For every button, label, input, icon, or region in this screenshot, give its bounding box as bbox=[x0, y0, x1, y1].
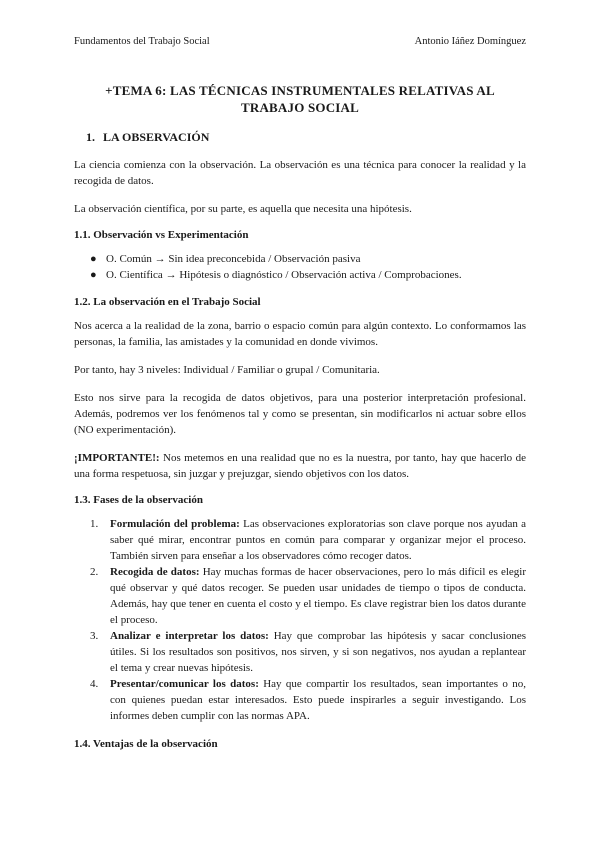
list-number: 3. bbox=[90, 630, 99, 642]
document-title: +TEMA 6: LAS TÉCNICAS INSTRUMENTALES RELATIVAS AL TRABAJO SOCIAL bbox=[105, 83, 495, 115]
subsection-heading: 1.3. Fases de la observación bbox=[74, 494, 203, 506]
important-text: Nos metemos en una realidad que no es la nuestra, por tanto, hay que hacerlo de una forma respetuosa, sin juzgar y prejuzgar, siendo objetivos con los datos. bbox=[74, 452, 526, 480]
subsection-heading: 1.2. La observación en el Trabajo Social bbox=[74, 296, 261, 308]
header-course: Fundamentos del Trabajo Social bbox=[74, 36, 210, 47]
subsection-heading: 1.1. Observación vs Experimentación bbox=[74, 229, 249, 241]
list-item bbox=[74, 676, 526, 724]
bullet-list bbox=[74, 251, 526, 283]
paragraph: Esto nos sirve para la recogida de datos objetivos, para una posterior interpretación profesional. Además, podremos ver los fenómenos tal y como se presentan, sin modificarlos ni actuar sobre ellos (NO experimentación). bbox=[74, 392, 526, 436]
phases-list bbox=[74, 516, 526, 724]
list-item-text: O. Científica → Hipótesis o diagnóstico / Observación activa / Comprobaciones. bbox=[106, 269, 462, 281]
list-item bbox=[74, 251, 526, 267]
phase-title: Analizar e interpretar los datos: bbox=[110, 630, 269, 642]
paragraph: La ciencia comienza con la observación. La observación es una técnica para conocer la realidad y la recogida de datos. bbox=[74, 159, 526, 187]
important-label: ¡IMPORTANTE!: bbox=[74, 452, 160, 464]
bullet-icon: ● bbox=[90, 253, 97, 265]
phase-text: Hay que comprobar las hipótesis y sacar conclusiones útiles. Si los resultados son positivos, nos sirven, y si son negativos, nos ayudan a replantear el tema y crear nuevas hipótesis. bbox=[110, 630, 526, 674]
page-header bbox=[74, 36, 526, 47]
list-item bbox=[74, 628, 526, 676]
list-number: 4. bbox=[90, 678, 99, 690]
list-item bbox=[74, 564, 526, 628]
phase-title: Presentar/comunicar los datos: bbox=[110, 678, 259, 690]
section-heading bbox=[74, 130, 526, 145]
subsection-heading: 1.4. Ventajas de la observación bbox=[74, 738, 218, 750]
list-number: 1. bbox=[90, 518, 99, 530]
phase-title: Recogida de datos: bbox=[110, 566, 200, 578]
header-author: Antonio Iáñez Domínguez bbox=[414, 36, 526, 47]
list-number: 2. bbox=[90, 566, 99, 578]
list-item bbox=[74, 516, 526, 564]
paragraph: La observación científica, por su parte, es aquella que necesita una hipótesis. bbox=[74, 203, 412, 215]
bullet-icon: ● bbox=[90, 269, 97, 281]
phase-title: Formulación del problema: bbox=[110, 518, 240, 530]
list-item-text: O. Común → Sin idea preconcebida / Observación pasiva bbox=[106, 253, 361, 265]
document-body bbox=[74, 82, 526, 760]
paragraph: Por tanto, hay 3 niveles: Individual / Familiar o grupal / Comunitaria. bbox=[74, 364, 380, 376]
phase-text: Hay que compartir los resultados, sean importantes o no, con quienes puedan estar interesados. Esto puede inspirarles a seguir investigando. Los informes deben cumplir con las normas APA. bbox=[110, 678, 526, 722]
section-title: LA OBSERVACIÓN bbox=[103, 130, 210, 144]
list-item bbox=[74, 267, 526, 283]
section-number: 1. bbox=[86, 130, 95, 144]
paragraph: Nos acerca a la realidad de la zona, barrio o espacio común para algún contexto. Lo conformamos las personas, la familia, las amistades y la comunidad en donde vivimos. bbox=[74, 320, 526, 348]
phase-text: Las observaciones exploratorias son clave porque nos ayudan a saber qué mirar, encontrar puntos en común para comparar y organizar mejor el proceso. También sirven para enseñar a los observadores cómo recoger datos. bbox=[110, 518, 527, 562]
important-paragraph bbox=[74, 450, 526, 482]
phase-text: Hay muchas formas de hacer observaciones, pero lo más difícil es elegir qué observar y qué datos recoger. Se pueden usar unidades de tiempo o tipos de conducta. Además, hay que tener en cuenta el costo y el tiempo. Es clave registrar bien los datos durante el proceso. bbox=[110, 566, 526, 626]
